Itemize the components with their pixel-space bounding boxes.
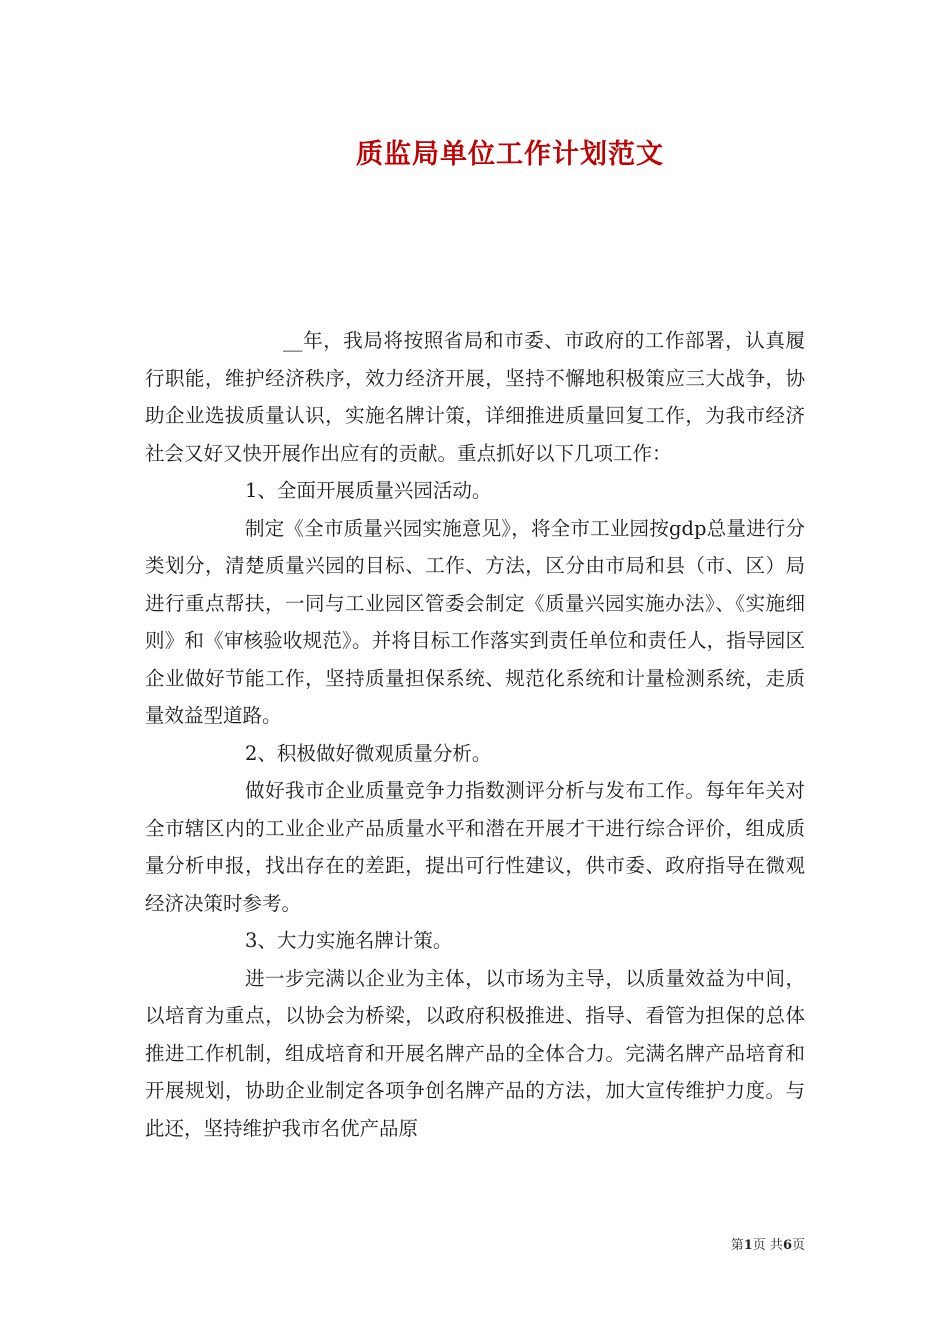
page-footer: [731, 1234, 805, 1253]
footer-current-page: 1: [743, 1238, 753, 1253]
footer-middle: 页 共: [752, 1238, 783, 1253]
section-heading-2: 2、积极做好微观质量分析。: [245, 741, 492, 765]
document-body: [145, 322, 805, 1147]
section-heading-3: 3、大力实施名牌计策。: [245, 929, 453, 952]
footer-suffix: 页: [791, 1238, 805, 1253]
section-paragraph-3: 进一步完满以企业为主体，以市场为主导，以质量效益为中间，以培育为重点，以协会为桥梁，以政府积极推进、指导、看管为担保的总体推进工作机制，组成培育和开展名牌产品的全体合力。完满名牌产品培育和开展规划，协助企业制定各项争创名牌产品的方法，加大宣传维护力度。与此还，坚持维护我市名优产品原: [145, 966, 805, 1140]
section-paragraph-1: 制定《全市质量兴园实施意见》，将全市工业园按gdp总量进行分类划分，清楚质量兴园的目标、工作、方法，区分由市局和县（市、区）局进行重点帮扶，一同与工业园区管委会制定《质量兴园实施办法》、《实施细则》和《审核验收规范》。并将目标工作落实到责任单位和责任人，指导园区企业做好节能工作，坚持质量担保系统、规范化系统和计量检测系统，走质量效益型道路。: [145, 516, 805, 727]
footer-prefix: 第: [730, 1238, 744, 1253]
document-title: 质监局单位工作计划范文: [356, 139, 664, 170]
section-heading-1: 1、全面开展质量兴园活动。: [245, 479, 492, 502]
section-paragraph-2: 做好我市企业质量竞争力指数测评分析与发布工作。每年年关对全市辖区内的工业企业产品质量水平和潜在开展才干进行综合评价，组成质量分析申报，找出存在的差距，提出可行性建议，供市委、政府指导在微观经济决策时参考。: [145, 779, 805, 915]
footer-total-pages: 6: [782, 1238, 792, 1253]
intro-paragraph: __年，我局将按照省局和市委、市政府的工作部署，认真履行职能，维护经济秩序，效力经济开展，坚持不懈地积极策应三大战争，协助企业选拔质量认识，实施名牌计策，详细推进质量回复工作，为我市经济社会又好又快开展作出应有的贡献。重点抓好以下几项工作：: [145, 329, 805, 465]
